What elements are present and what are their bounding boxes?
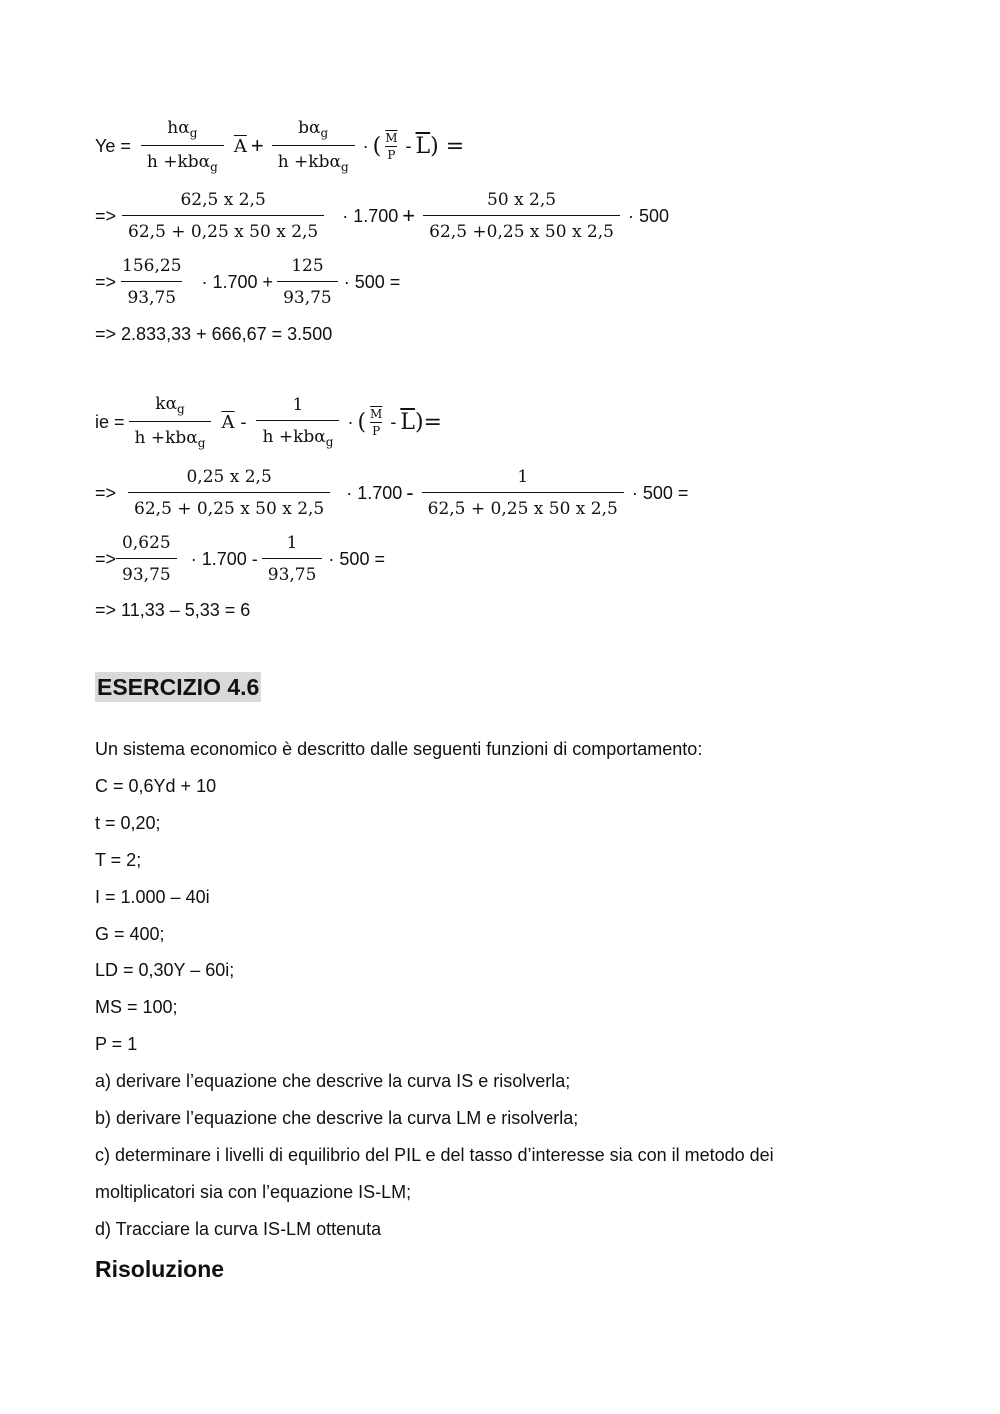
ie-step2-f1-num: 0,625 <box>122 533 171 553</box>
ye-step1-f1-den: 62,5 + 0,25 x 50 x 2,5 <box>122 215 324 242</box>
ie-step2-mid: · 1.700 - <box>190 548 258 569</box>
task-line: b) derivare l’equazione che descrive la curva LM e risolverla; <box>95 1108 579 1128</box>
ie-step2-f1-den: 93,75 <box>116 558 177 585</box>
ye-minus: - <box>405 135 412 156</box>
ye-fraction-1 <box>141 118 224 174</box>
ie-step-3: => 11,33 – 5,33 = 6 <box>95 600 251 620</box>
ie-step1-mid: · 1.700 <box>346 482 403 503</box>
ie-dot: · <box>347 411 354 432</box>
ie-f1-den-sub: g <box>197 436 206 450</box>
ye-step2-fraction-2 <box>277 256 338 308</box>
ye-step1-plus: + <box>402 203 416 228</box>
function-line: MS = 100; <box>95 997 178 1017</box>
ye-step2-fraction-1 <box>116 256 187 308</box>
function-line: t = 0,20; <box>95 813 161 833</box>
ye-step1-f2-den: 62,5 +0,25 x 50 x 2,5 <box>423 215 620 242</box>
ye-f1-den-sub: g <box>210 160 218 174</box>
ye-fraction-2 <box>272 118 355 174</box>
ie-f1-den: h +kbα <box>134 428 198 448</box>
function-line: LD = 0,30Y – 60i; <box>95 960 235 980</box>
ie-open-paren: ( <box>357 409 367 435</box>
ye-f2-den-sub: g <box>340 160 349 174</box>
ye-p-bar: P <box>387 147 396 162</box>
ie-step-1 <box>95 467 688 519</box>
ie-formula <box>95 394 442 450</box>
ie-fraction-1 <box>129 394 212 450</box>
task-line: c) determinare i livelli di equilibrio del PIL e del tasso d’interesse sia con il metodo dei <box>95 1145 774 1165</box>
ye-m-bar: $\overline{M}$ <box>385 130 398 145</box>
ie-step1-fraction-1 <box>128 467 330 519</box>
ye-dot: · <box>362 135 369 156</box>
ie-minus-2: - <box>390 411 397 432</box>
ie-f1-num: kα <box>155 394 178 414</box>
ye-formula <box>95 118 464 174</box>
ie-m-over-p <box>368 406 384 439</box>
ye-lhs: Ye = <box>95 135 131 156</box>
ie-step1-fraction-2 <box>422 467 624 519</box>
function-line: P = 1 <box>95 1034 138 1054</box>
resolution-title: Risoluzione <box>95 1256 225 1282</box>
ye-f2-num-sub: g <box>320 126 329 140</box>
ye-step-2 <box>95 256 400 308</box>
ie-step1-f2-den: 62,5 + 0,25 x 50 x 2,5 <box>422 492 624 519</box>
ie-step1-f1-den: 62,5 + 0,25 x 50 x 2,5 <box>128 492 330 519</box>
ie-step2-fraction-1 <box>116 533 177 585</box>
ye-step2-mid: · 1.700 + <box>201 271 274 292</box>
ye-close: ) = <box>430 133 465 159</box>
ie-f1-num-sub: g <box>177 402 185 416</box>
ye-m-over-p <box>383 130 399 163</box>
function-line: I = 1.000 – 40i <box>95 887 210 907</box>
ie-f2-den-sub: g <box>325 435 334 449</box>
ye-step1-f1-num: 62,5 x 2,5 <box>180 190 266 210</box>
ie-f2-num: 1 <box>292 395 304 415</box>
ie-f2-den: h +kbα <box>262 427 326 447</box>
ie-step1-f1-num: 0,25 x 2,5 <box>186 467 272 487</box>
ie-step2-end: · 500 = <box>328 548 385 569</box>
ie-fraction-2 <box>256 395 339 449</box>
ie-lhs: ie = <box>95 411 125 432</box>
ye-step1-mid: · 1.700 <box>342 205 399 226</box>
ie-step1-f2-num: 1 <box>517 467 529 487</box>
ye-step2-f2-num: 125 <box>291 256 324 276</box>
ye-l-bar: $\overline{L}$ <box>415 133 431 159</box>
ye-step2-f1-num: 156,25 <box>122 256 182 276</box>
ye-step2-f2-den: 93,75 <box>277 281 338 308</box>
ye-step-3: => 2.833,33 + 666,67 = 3.500 <box>95 324 333 344</box>
ye-f1-num-sub: g <box>189 126 198 140</box>
ye-step1-end: · 500 <box>627 205 669 226</box>
task-line: d) Tracciare la curva IS-LM ottenuta <box>95 1219 382 1239</box>
ie-step1-end: · 500 = <box>631 482 689 503</box>
ie-p-bar: P <box>372 423 381 438</box>
ye-step2-arrow: => <box>95 271 117 292</box>
ye-f1-den: h +kbα <box>146 152 211 172</box>
ie-m-bar: $\overline{M}$ <box>370 406 383 421</box>
ie-step1-arrow: => <box>95 482 117 503</box>
exercise-intro: Un sistema economico è descritto dalle seguenti funzioni di comportamento: <box>95 739 703 759</box>
ie-minus-1: - <box>240 411 247 432</box>
ye-plus: + <box>250 133 264 158</box>
ie-l-bar: $\overline{L}$ <box>400 409 415 435</box>
ye-step1-f2-num: 50 x 2,5 <box>487 190 557 210</box>
ye-step1-arrow: => <box>95 205 117 226</box>
ie-step-2 <box>95 533 385 585</box>
ie-step2-f2-num: 1 <box>286 533 298 553</box>
ye-step2-f1-den: 93,75 <box>121 281 182 308</box>
function-line: T = 2; <box>95 850 142 870</box>
ye-f1-num: hα <box>167 118 190 138</box>
ie-a-bar: $\overline{A}$ <box>221 411 235 433</box>
ye-a-bar: $\overline{A}$ <box>233 135 247 157</box>
ie-step2-fraction-2 <box>262 533 323 585</box>
ye-step1-fraction-2 <box>423 190 620 242</box>
ye-step1-fraction-1 <box>122 190 324 242</box>
ye-f2-num: bα <box>298 118 321 138</box>
ie-step1-minus: - <box>406 480 414 505</box>
function-line: C = 0,6Yd + 10 <box>95 776 217 796</box>
exercise-title <box>95 674 261 701</box>
task-line: moltiplicatori sia con l’equazione IS-LM; <box>95 1182 412 1202</box>
exercise-title-text: ESERCIZIO 4.6 <box>97 674 260 700</box>
ye-f2-den: h +kbα <box>277 152 341 172</box>
ie-step2-f2-den: 93,75 <box>262 558 323 585</box>
ie-close: )= <box>414 409 442 435</box>
function-line: G = 400; <box>95 924 165 944</box>
ye-step2-end: · 500 = <box>343 271 401 292</box>
ye-step-1 <box>95 190 669 242</box>
ie-step2-arrow: => <box>95 548 117 569</box>
ye-open-paren: ( <box>372 133 382 159</box>
task-line: a) derivare l’equazione che descrive la curva IS e risolverla; <box>95 1071 571 1091</box>
